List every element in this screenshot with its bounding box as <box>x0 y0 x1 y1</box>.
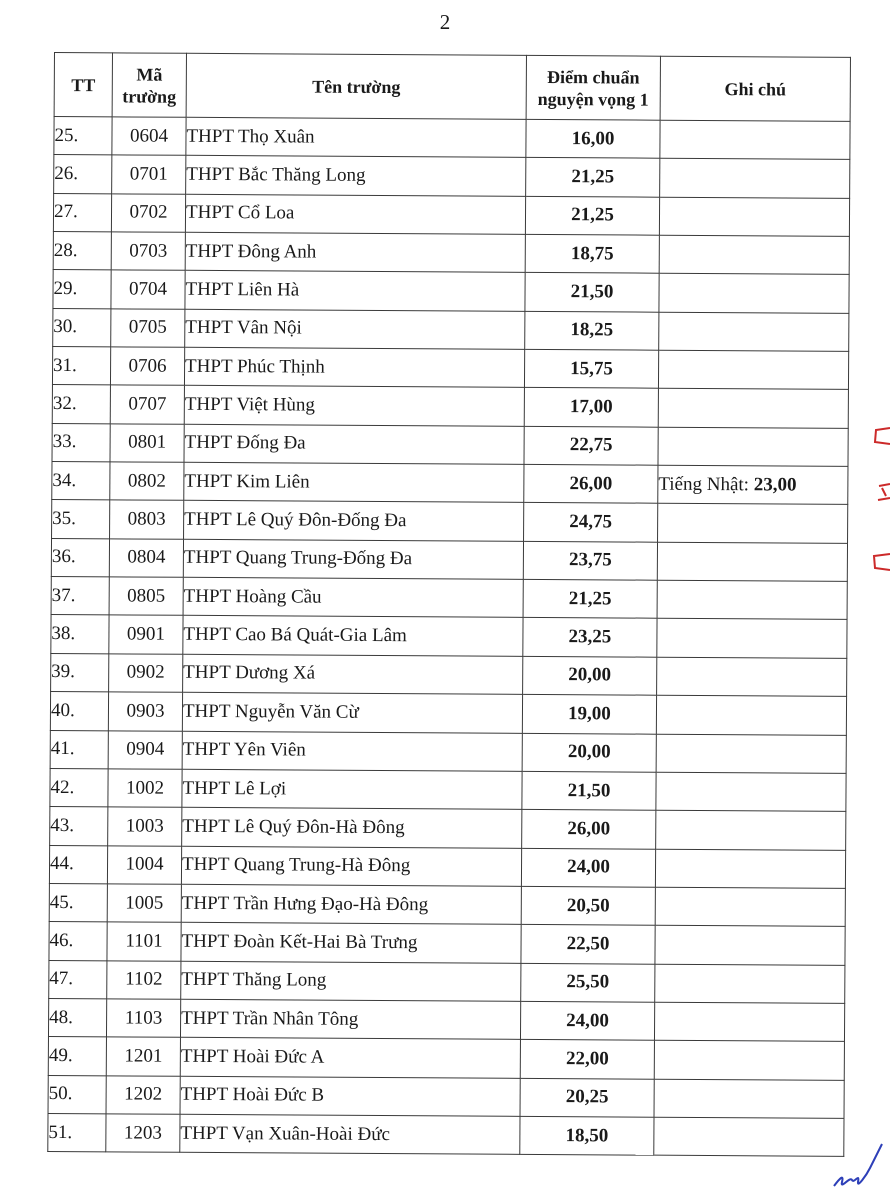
row-index: 45. <box>49 883 107 922</box>
cutoff-score: 19,00 <box>522 695 656 734</box>
school-code: 0701 <box>112 155 186 194</box>
school-code: 0604 <box>112 117 186 156</box>
red-seal-stamp-icon <box>870 420 890 580</box>
row-index: 25. <box>54 117 112 156</box>
row-index: 47. <box>49 960 107 999</box>
cutoff-score: 18,50 <box>520 1116 654 1155</box>
school-name: THPT Cổ Loa <box>185 194 525 234</box>
school-name: THPT Kim Liên <box>184 462 524 502</box>
school-code: 0702 <box>111 194 185 233</box>
table-row <box>52 462 848 505</box>
row-index: 38. <box>51 615 109 654</box>
note-cell <box>657 619 847 659</box>
school-name: THPT Liên Hà <box>185 271 525 311</box>
table-row <box>54 117 850 160</box>
table-header-row <box>54 53 850 122</box>
handwritten-signature-icon <box>830 1138 884 1192</box>
note-label: Tiếng Nhật: <box>658 473 754 496</box>
table-row <box>53 270 849 313</box>
note-cell <box>659 197 849 237</box>
row-index: 50. <box>48 1075 106 1114</box>
cutoff-score: 17,00 <box>524 388 658 427</box>
table-row <box>50 768 846 811</box>
cutoff-score: 22,75 <box>524 426 658 465</box>
school-name: THPT Vân Nội <box>185 309 525 349</box>
row-index: 33. <box>52 423 110 462</box>
school-code: 1103 <box>106 999 180 1038</box>
school-code: 1002 <box>108 769 182 808</box>
header-score-line2: nguyện vọng 1 <box>537 88 649 110</box>
row-index: 42. <box>50 768 108 807</box>
school-name: THPT Hoài Đức A <box>180 1038 520 1078</box>
school-code: 1202 <box>106 1075 180 1114</box>
note-cell <box>654 1079 844 1119</box>
cutoff-score: 21,50 <box>522 771 656 810</box>
school-name: THPT Lê Lợi <box>182 769 522 809</box>
school-code: 1004 <box>107 845 181 884</box>
row-index: 46. <box>49 922 107 961</box>
cutoff-score: 16,00 <box>526 119 660 158</box>
school-name: THPT Dương Xá <box>183 654 523 694</box>
table-row <box>51 615 847 658</box>
table-row <box>50 730 846 773</box>
school-code: 0704 <box>111 270 185 309</box>
school-name: THPT Yên Viên <box>182 731 522 771</box>
cutoff-score: 20,50 <box>521 886 655 925</box>
note-cell <box>655 964 845 1004</box>
admission-score-table <box>47 52 851 1157</box>
note-cell <box>658 389 848 429</box>
cutoff-score: 22,00 <box>520 1040 654 1079</box>
header-school-code <box>112 53 186 117</box>
school-code: 1201 <box>106 1037 180 1076</box>
row-index: 40. <box>50 692 108 731</box>
school-code: 1005 <box>107 884 181 923</box>
school-code: 0901 <box>109 615 183 654</box>
cutoff-score: 21,25 <box>523 580 657 619</box>
note-cell <box>658 465 848 505</box>
row-index: 44. <box>49 845 107 884</box>
cutoff-score: 15,75 <box>524 349 658 388</box>
note-cell <box>656 810 846 850</box>
table-row <box>48 998 844 1041</box>
school-name: THPT Quang Trung-Đống Đa <box>183 539 523 579</box>
row-index: 51. <box>48 1113 106 1152</box>
school-name: THPT Vạn Xuân-Hoài Đức <box>180 1114 520 1154</box>
note-cell <box>660 159 850 199</box>
school-code: 0904 <box>108 730 182 769</box>
note-cell <box>660 120 850 160</box>
table-row <box>48 1075 844 1118</box>
table-row <box>53 193 849 236</box>
school-name: THPT Đoàn Kết-Hai Bà Trưng <box>181 923 521 963</box>
note-cell <box>658 350 848 390</box>
cutoff-score: 18,25 <box>525 311 659 350</box>
school-name: THPT Trần Hưng Đạo-Hà Đông <box>181 884 521 924</box>
row-index: 41. <box>50 730 108 769</box>
cutoff-score: 20,00 <box>522 733 656 772</box>
note-cell <box>655 887 845 927</box>
school-code: 0706 <box>110 347 184 386</box>
row-index: 29. <box>53 270 111 309</box>
table-row <box>48 1037 844 1080</box>
school-code: 0801 <box>110 424 184 463</box>
cutoff-score: 20,25 <box>520 1078 654 1117</box>
school-name: THPT Lê Quý Đôn-Hà Đông <box>182 807 522 847</box>
table-row <box>51 577 847 620</box>
cutoff-score: 21,25 <box>525 196 659 235</box>
note-cell <box>656 734 846 774</box>
school-code: 1102 <box>107 960 181 999</box>
page-number: 2 <box>439 10 451 34</box>
cutoff-score: 18,75 <box>525 234 659 273</box>
row-index: 48. <box>48 998 106 1037</box>
table-row <box>53 308 849 351</box>
school-code: 0705 <box>111 309 185 348</box>
row-index: 49. <box>48 1037 106 1076</box>
table-row <box>50 807 846 850</box>
note-value: 23,00 <box>753 474 797 496</box>
row-index: 37. <box>51 577 109 616</box>
table-row <box>52 347 848 390</box>
school-name: THPT Phúc Thịnh <box>184 347 524 387</box>
note-cell <box>656 772 846 812</box>
cutoff-score: 21,50 <box>525 273 659 312</box>
school-code: 1203 <box>106 1114 180 1153</box>
table-row <box>48 1113 844 1156</box>
note-cell <box>657 580 847 620</box>
header-note: Ghi chú <box>660 56 850 121</box>
note-cell <box>657 542 847 582</box>
cutoff-score: 25,50 <box>521 963 655 1002</box>
row-index: 31. <box>52 347 110 386</box>
row-index: 35. <box>52 500 110 539</box>
row-index: 27. <box>53 193 111 232</box>
cutoff-score: 24,75 <box>524 503 658 542</box>
school-code: 1101 <box>107 922 181 961</box>
note-cell <box>655 849 845 889</box>
table-row <box>54 155 850 198</box>
school-code: 1003 <box>108 807 182 846</box>
row-index: 39. <box>51 653 109 692</box>
table-row <box>50 692 846 735</box>
school-code: 0805 <box>109 577 183 616</box>
row-index: 28. <box>53 232 111 271</box>
school-code: 0804 <box>109 539 183 578</box>
table-row <box>51 538 847 581</box>
header-score-line1: Điểm chuẩn <box>547 66 640 88</box>
school-name: THPT Cao Bá Quát-Gia Lâm <box>183 616 523 656</box>
row-index: 32. <box>52 385 110 424</box>
row-index: 36. <box>51 538 109 577</box>
note-cell <box>659 235 849 275</box>
school-name: THPT Quang Trung-Hà Đông <box>181 846 521 886</box>
table-row <box>52 423 848 466</box>
note-cell <box>659 312 849 352</box>
cutoff-score: 22,50 <box>521 925 655 964</box>
header-score <box>526 55 660 120</box>
table-row <box>49 883 845 926</box>
cutoff-score: 23,75 <box>523 541 657 580</box>
school-name: THPT Hoàng Cầu <box>183 577 523 617</box>
school-code: 0707 <box>110 385 184 424</box>
school-name: THPT Hoài Đức B <box>180 1076 520 1116</box>
table-row <box>53 232 849 275</box>
row-index: 43. <box>50 807 108 846</box>
row-index: 30. <box>53 308 111 347</box>
cutoff-score: 24,00 <box>520 1001 654 1040</box>
table-row <box>49 845 845 888</box>
school-name: THPT Đông Anh <box>185 232 525 272</box>
school-code: 0802 <box>110 462 184 501</box>
table-row <box>52 385 848 428</box>
school-name: THPT Lê Quý Đôn-Đống Đa <box>184 501 524 541</box>
note-cell <box>655 925 845 965</box>
header-school-name: Tên trường <box>186 53 526 119</box>
note-cell <box>657 657 847 697</box>
school-code: 0803 <box>110 500 184 539</box>
school-name: THPT Thăng Long <box>181 961 521 1001</box>
school-name: THPT Nguyễn Văn Cừ <box>182 692 522 732</box>
header-tt: TT <box>54 53 112 117</box>
header-code-line1: Mã <box>136 64 163 85</box>
note-cell <box>658 427 848 467</box>
cutoff-score: 24,00 <box>521 848 655 887</box>
school-name: THPT Bắc Thăng Long <box>186 156 526 196</box>
table-row <box>51 653 847 696</box>
school-name: THPT Trần Nhân Tông <box>180 999 520 1039</box>
school-name: THPT Thọ Xuân <box>186 117 526 157</box>
note-cell <box>654 1040 844 1080</box>
note-cell <box>658 504 848 544</box>
cutoff-score: 20,00 <box>523 656 657 695</box>
cutoff-score: 26,00 <box>522 810 656 849</box>
school-code: 0903 <box>108 692 182 731</box>
school-code: 0703 <box>111 232 185 271</box>
cutoff-score: 21,25 <box>526 158 660 197</box>
cutoff-score: 23,25 <box>523 618 657 657</box>
row-index: 34. <box>52 462 110 501</box>
row-index: 26. <box>54 155 112 194</box>
school-name: THPT Việt Hùng <box>184 386 524 426</box>
cutoff-score: 26,00 <box>524 464 658 503</box>
table-row <box>49 922 845 965</box>
school-code: 0902 <box>109 654 183 693</box>
note-cell <box>656 695 846 735</box>
note-cell <box>659 274 849 314</box>
note-cell <box>654 1002 844 1042</box>
table-row <box>49 960 845 1003</box>
header-code-line2: trường <box>122 85 177 107</box>
note-cell <box>654 1117 844 1157</box>
table-row <box>52 500 848 543</box>
school-name: THPT Đống Đa <box>184 424 524 464</box>
